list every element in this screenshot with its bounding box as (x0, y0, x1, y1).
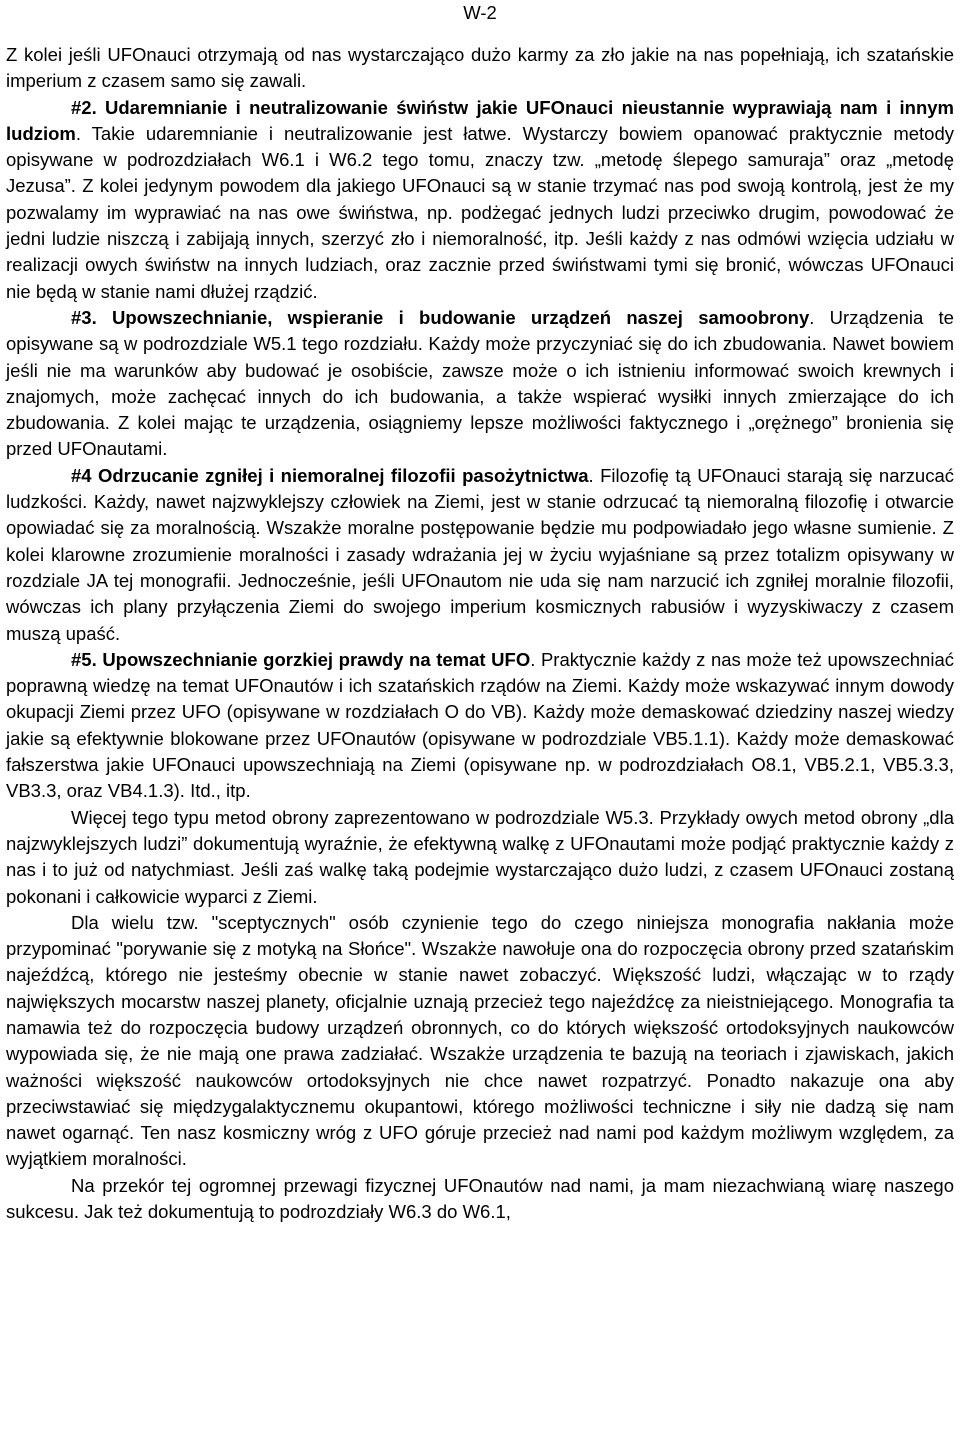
paragraph-text: . Urządzenia te opisywane są w podrozdziale W5.1 tego rozdziału. Każdy może przyczyniać się do ich zbudowania. Nawet bowiem jeśli nie ma warunków aby budować je osobiście, zawsze może o ich istnieniu informować swoich krewnych i znajomych, może zachęcać innych do ich budowania, a także wspierać wysiłki innych zmierzające do ich zbudowania. Z kolei mając te urządzenia, osiągniemy lepsze możliwości faktycznego i „orężnego” bronienia się przed UFOnautami. (6, 306, 954, 460)
paragraph (6, 463, 954, 647)
page-number: W-2 (463, 2, 497, 23)
paragraph-text: Z kolei jeśli UFOnauci otrzymają od nas wystarczająco dużo karmy za zło jakie na nas popełniają, ich szatańskie imperium z czasem samo się zawali. (6, 44, 954, 92)
paragraph (6, 805, 954, 910)
paragraph-text: . Praktycznie każdy z nas może też upowszechniać poprawną wiedzę na temat UFOnautów i ich szatańskich rządów na Ziemi. Każdy może wskazywać innym dowody okupacji Ziemi przez UFO (opisywane w rozdziałach O do VB). Każdy może demaskować dziedziny naszej wiedzy jakie są efektywnie blokowane przez UFOnautów (opisywane w podrozdziale VB5.1.1). Każdy może demaskować fałszerstwa jakie UFOnauci upowszechniają na Ziemi (opisywane np. w podrozdziałach O8.1, VB5.2.1, VB5.3.3, VB3.3, oraz VB4.1.3). Itd., itp. (6, 648, 954, 802)
paragraph-text: Na przekór tej ogromnej przewagi fizycznej UFOnautów nad nami, ja mam niezachwianą wiarę naszego sukcesu. Jak też dokumentują to podrozdziały W6.3 do W6.1, (6, 1174, 954, 1223)
paragraph (6, 42, 954, 95)
paragraph-text: Więcej tego typu metod obrony zaprezentowano w podrozdziale W5.3. Przykłady owych metod obrony „dla najzwyklejszych ludzi” dokumentują wyraźnie, że efektywną walkę z UFOnautami może podjąć praktycznie każdy z nas i to już od natychmiast. Jeśli zaś walkę taką podejmie wystarczająco dużo ludzi, z czasem UFOnauci zostaną pokonani i całkowicie wyparci z Ziemi. (6, 806, 954, 907)
bold-heading-text: #2. Udaremnianie i neutralizowanie świństw jakie UFOnauci nieustannie wyprawiają nam i innym ludziom (6, 96, 954, 144)
paragraph-text: Dla wielu tzw. "sceptycznych" osób czynienie tego do czego niniejsza monografia nakłania może przypominać "porywanie się z motyką na Słońce". Wszakże nawołuje ona do rozpoczęcia obrony przed szatańskim najeźdźcą, którego nie jesteśmy obecnie w stanie nawet zobaczyć. Większość ludzi, włączając w to rządy największych mocarstw naszej planety, oficjalnie uznają przecież tego najeźdźcę za nieistniejącego. Monografia ta namawia też do rozpoczęcia budowy urządzeń obronnych, co do których większość ortodoksyjnych naukowców wypowiada się, że nie mają one prawa zadziałać. Wszakże urządzenia te bazują na teoriach i zjawiskach, jakich ważności większość naukowców ortodoksyjnych nie chce nawet rozpatrzyć. Ponadto nakazuje ona aby przeciwstawiać się międzygalaktycznemu okupantowi, którego możliwości techniczne i siły nie dadzą się nam nawet ogarnąć. Ten nasz kosmiczny wróg z UFO góruje przecież nad nami pod każdym możliwym względem, za wyjątkiem moralności. (6, 911, 954, 1170)
paragraph-text: . Filozofię tą UFOnauci starają się narzucać ludzkości. Każdy, nawet najzwyklejszy człowiek na Ziemi, jest w stanie odrzucać tą niemoralną filozofię i otwarcie opowiadać się za moralnością. Wszakże moralne postępowanie będzie mu podpowiadało jego własne sumienie. Z kolei klarowne zrozumienie moralności i zasady wdrażania jej w życiu wyjaśniane są przez totalizm opisywany w rozdziale JA tej monografii. Jednocześnie, jeśli UFOnautom nie uda się nam narzucić ich zgniłej moralnie filozofii, wówczas ich plany przyłączenia Ziemi do swojego imperium kosmicznych rabusiów i wyzyskiwaczy z czasem muszą upaść. (6, 464, 954, 644)
document-body (6, 42, 954, 1225)
paragraph (6, 95, 954, 305)
paragraph (6, 1173, 954, 1226)
paragraph (6, 910, 954, 1173)
bold-heading-text: #4 Odrzucanie zgniłej i niemoralnej filozofii pasożytnictwa (71, 464, 589, 486)
bold-heading-text: #3. Upowszechnianie, wspieranie i budowanie urządzeń naszej samoobrony (71, 306, 810, 328)
paragraph (6, 305, 954, 463)
paragraph (6, 647, 954, 805)
bold-heading-text: #5. Upowszechnianie gorzkiej prawdy na temat UFO (71, 648, 531, 670)
paragraph-text: . Takie udaremnianie i neutralizowanie jest łatwe. Wystarczy bowiem opanować praktycznie metody opisywane w podrozdziałach W6.1 i W6.2 tego tomu, znaczy tzw. „metodę ślepego samuraja” oraz „metodę Jezusa”. Z kolei jedynym powodem dla jakiego UFOnauci są w stanie trzymać nas pod swoją kontrolą, jest że my pozwalamy im wyprawiać na nas owe świństwa, np. podżegać jednych ludzi przeciwko drugim, powodować że jedni ludzie niszczą i zabijają innych, szerzyć zło i niemoralność, itp. Jeśli każdy z nas odmówi wzięcia udziału w realizacji owych świństw na innych ludziach, oraz zacznie przed świństwami tymi się bronić, wówczas UFOnauci nie będą w stanie nami dłużej rządzić. (6, 122, 954, 302)
